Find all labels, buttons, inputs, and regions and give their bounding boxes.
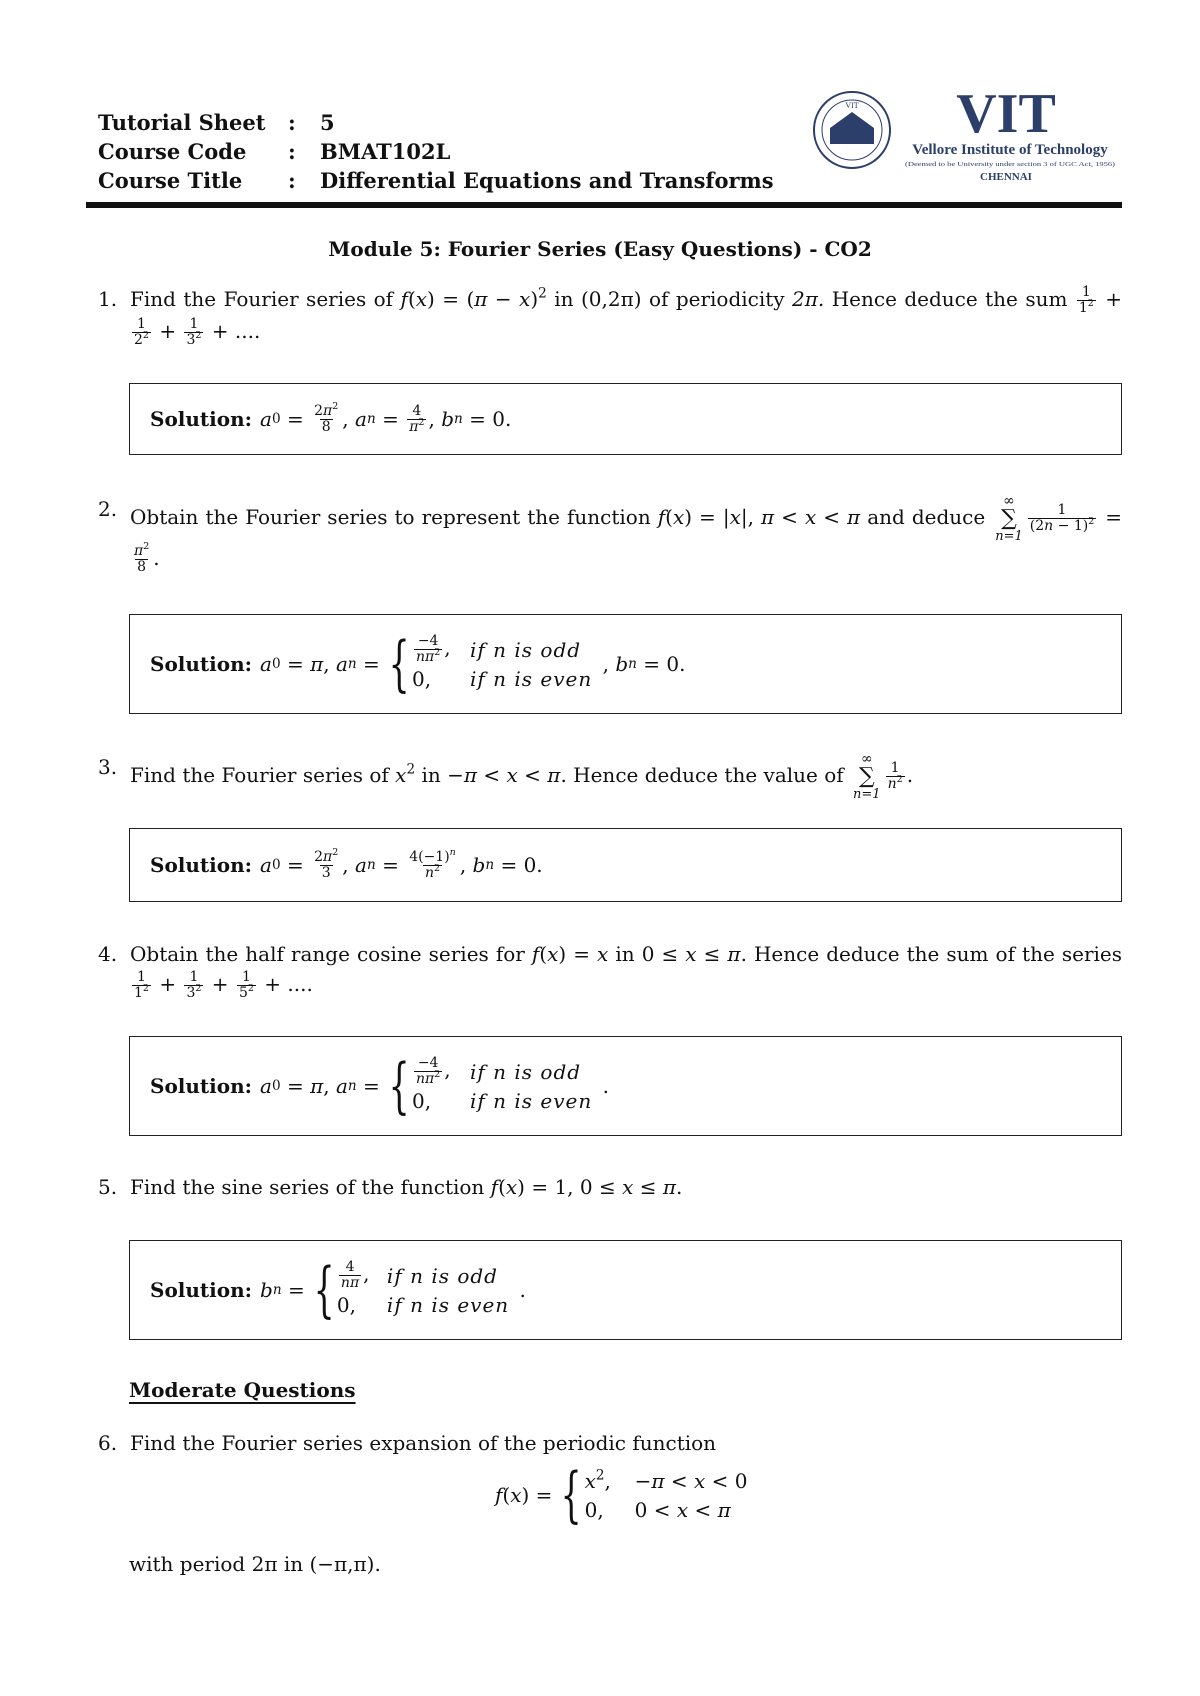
section-heading: Moderate Questions bbox=[129, 1378, 356, 1402]
question-number: 3. bbox=[98, 755, 118, 779]
question-6-tail: with period 2π in (−π,π). bbox=[129, 1552, 381, 1576]
svg-text:VIT: VIT bbox=[845, 101, 859, 110]
sheet-header bbox=[98, 108, 774, 195]
question-text: Find the Fourier series expansion of the periodic function bbox=[130, 1431, 717, 1455]
header-key: Tutorial Sheet bbox=[98, 110, 266, 135]
question-text: Obtain the Fourier series to represent the function f(x) = |x|, π < x < π and deduce ∞ ∑ n=1 $\frac{1}{(2n - 1)^2}$ = $\frac{\pi^2}{8}$ . bbox=[130, 493, 1123, 575]
header-value: BMAT102L bbox=[320, 139, 451, 164]
question-2 bbox=[98, 494, 1122, 575]
module-title: Module 5: Fourier Series (Easy Questions) - CO2 bbox=[328, 237, 872, 261]
solution-box-3: Solution: a 0 = $\frac{2\pi^2}{3}$ , a n = $\frac{4(-1)^n}{n^2}$ , b n = 0. bbox=[129, 828, 1122, 902]
piecewise-cases: { $\frac{-4}{n\pi^2}$ , if n is odd 0, if n is even bbox=[388, 1051, 593, 1121]
question-text: Find the sine series of the function f(x) = 1, 0 ≤ x ≤ π. bbox=[130, 1175, 683, 1199]
question-number: 5. bbox=[98, 1175, 118, 1199]
header-row-course-code bbox=[98, 137, 774, 166]
header-key: Course Title bbox=[98, 168, 243, 193]
university-seal-icon bbox=[814, 92, 890, 168]
solution-label: Solution: bbox=[150, 1074, 253, 1098]
header-key: Course Code bbox=[98, 139, 247, 164]
question-number: 6. bbox=[98, 1431, 118, 1455]
question-text: Find the Fourier series of $f(x) = (\pi - x)^2$ in (0,2π) of periodicity 2π. Hence deduce the sum $\frac{1}{1^2}$ + $\frac{1}{2^2}$ + $\frac{1}{3^2}$ + .... bbox=[130, 284, 1123, 348]
question-number: 1. bbox=[98, 287, 118, 311]
header-colon: : bbox=[288, 139, 296, 164]
solution-label: Solution: bbox=[150, 652, 253, 676]
vit-wordmark: VIT bbox=[956, 83, 1056, 145]
question-5 bbox=[98, 1172, 1122, 1202]
header-divider bbox=[86, 202, 1122, 208]
header-value: Differential Equations and Transforms bbox=[320, 168, 774, 193]
header-colon: : bbox=[288, 168, 296, 193]
question-6 bbox=[98, 1428, 1122, 1458]
institute-name: Vellore Institute of Technology bbox=[912, 142, 1108, 158]
solution-label: Solution: bbox=[150, 407, 253, 431]
question-text: Obtain the half range cosine series for f(x) = x in 0 ≤ x ≤ π. Hence deduce the sum of the series $\frac{1}{1^2}$ + $\frac{1}{3^2}$ + $\frac{1}{5^2}$ + .... bbox=[130, 942, 1122, 1001]
question-1 bbox=[98, 284, 1122, 347]
solution-label: Solution: bbox=[150, 853, 253, 877]
solution-box-2: Solution: a 0 = π , a n = { $\frac{-4}{n\pi^2}$ , if n is odd 0, if n is even , b n = 0. bbox=[129, 614, 1122, 714]
solution-box-1: Solution: a 0 = $\frac{2\pi^2}{8}$ , a n = $\frac{4}{\pi^2}$ , b n = 0. bbox=[129, 383, 1122, 455]
question-number: 2. bbox=[98, 497, 118, 521]
header-row-course-title bbox=[98, 166, 774, 195]
solution-label: Solution: bbox=[150, 1278, 253, 1302]
vit-logo bbox=[808, 82, 1128, 190]
question-3 bbox=[98, 752, 1122, 801]
piecewise-cases: { $\frac{-4}{n\pi^2}$ , if n is odd 0, if n is even bbox=[388, 629, 593, 699]
solution-box-5: Solution: b n = { $\frac{4}{n\pi}$ , if n is odd 0, if n is even . bbox=[129, 1240, 1122, 1340]
institute-tagline: (Deemed to be University under section 3 of UGC Act, 1956) bbox=[905, 162, 1053, 168]
question-text: Find the Fourier series of $x^2$ in −π < x < π. Hence deduce the value of ∞ ∑ n=1 $\frac{1}{n^2}$ . bbox=[130, 751, 914, 802]
header-colon: : bbox=[288, 110, 296, 135]
solution-box-4: Solution: a 0 = π , a n = { $\frac{-4}{n\pi^2}$ , if n is odd 0, if n is even . bbox=[129, 1036, 1122, 1136]
piecewise-cases: { $\frac{4}{n\pi}$ , if n is odd 0, if n is even bbox=[313, 1255, 510, 1325]
campus-name: CHENNAI bbox=[980, 171, 1032, 183]
header-value: 5 bbox=[320, 110, 335, 135]
header-row-tutorial-sheet bbox=[98, 108, 774, 137]
piecewise-function-display: f ( x ) = { $x^2$, −π < x < 0 0, 0 < x < π bbox=[495, 1460, 748, 1530]
question-number: 4. bbox=[98, 942, 118, 966]
question-4 bbox=[98, 939, 1122, 1001]
